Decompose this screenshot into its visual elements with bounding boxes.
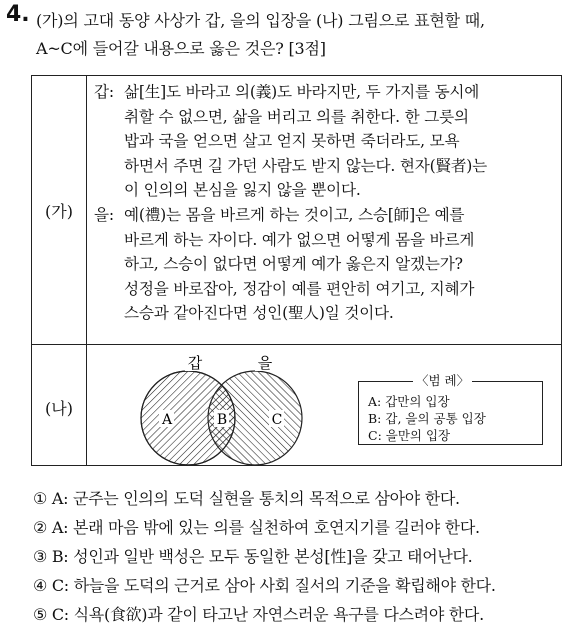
speech-line: 밥과 국을 얻으면 살고 얻지 못하면 죽더라도, 모욕: [124, 132, 460, 151]
venn-region-b: B: [216, 412, 228, 428]
speech-line: 하고, 스승이 없다면 어떻게 예가 옳은지 알겠는가?: [124, 255, 463, 274]
panel-label-na: (나): [45, 399, 73, 418]
speech-line: 이 인의의 본심을 잃지 않을 뿐이다.: [124, 181, 361, 200]
answer-option-1[interactable]: ① A: 군주는 인의의 도덕 실현을 통치의 목적으로 삼아야 한다.: [33, 489, 460, 508]
speech-line: 스승과 같아진다면 성인(聖人)일 것이다.: [124, 304, 394, 323]
speech-line: 예(禮)는 몸을 바르게 하는 것이고, 스승[師]은 예를: [124, 206, 465, 224]
speech-line: 바르게 하는 자이다. 예가 없으면 어떻게 몸을 바르게: [124, 230, 475, 249]
venn-diagram: [127, 354, 337, 466]
passage-box: [31, 75, 562, 466]
answer-option-3[interactable]: ③ B: 성인과 일반 백성은 모두 동일한 본성[性]을 갖고 태어난다.: [33, 547, 473, 566]
speech-eul: [94, 203, 474, 326]
question-stem-line-2: A~C에 들어갈 내용으로 옳은 것은? [3점]: [36, 39, 326, 58]
speech-gap: [94, 80, 487, 203]
answer-option-4[interactable]: ④ C: 하늘을 도덕의 근거로 삼아 사회 질서의 기준을 확립해야 한다.: [33, 576, 496, 595]
speech-line: 하면서 주면 길 가던 사람도 받지 않는다. 현자(賢者)는: [124, 156, 488, 175]
speaker-label-eul: 을:: [94, 206, 114, 224]
legend-item-b: B: 갑, 을의 공통 입장: [368, 411, 486, 426]
legend-item-c: C: 을만의 입장: [368, 428, 451, 443]
question-number: 4.: [6, 2, 30, 27]
legend-item-a: A: 갑만의 입장: [368, 394, 450, 409]
venn-region-c: C: [271, 412, 283, 428]
legend-box: [358, 373, 543, 445]
venn-label-eul: 을: [257, 354, 273, 372]
venn-label-gap: 갑: [187, 354, 203, 372]
answer-option-2[interactable]: ② A: 본래 마음 밖에 있는 의를 실천하여 호연지기를 길러야 한다.: [33, 518, 480, 537]
column-divider: [86, 76, 87, 465]
speaker-label-gap: 갑:: [94, 83, 114, 101]
speech-line: 삶[生]도 바라고 의(義)도 바라지만, 두 가지를 동시에: [124, 83, 480, 101]
speech-line: 취할 수 없으면, 삶을 버리고 의를 취한다. 한 그릇의: [124, 107, 469, 126]
legend-title: 〈범 례〉: [413, 373, 472, 388]
venn-region-a: A: [161, 412, 173, 428]
speech-line: 성정을 바로잡아, 정감이 예를 편안히 여기고, 지혜가: [124, 279, 475, 298]
question-stem-line-1: (가)의 고대 동양 사상가 갑, 을의 입장을 (나) 그림으로 표현할 때,: [36, 11, 485, 30]
row-divider: [32, 344, 561, 345]
answer-option-5[interactable]: ⑤ C: 식욕(食欲)과 같이 타고난 자연스러운 욕구를 다스려야 한다.: [33, 605, 484, 624]
panel-label-ga: (가): [45, 202, 73, 221]
